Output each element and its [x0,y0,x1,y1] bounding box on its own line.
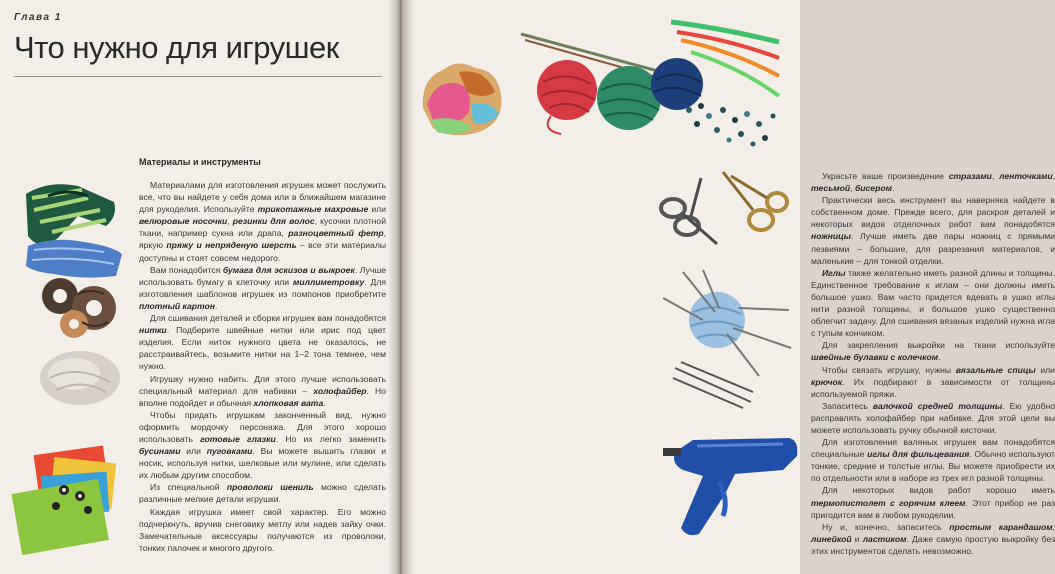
paragraph-text: , [850,183,855,194]
paragraph-text: Чтобы связать игрушку, нужны [822,364,956,375]
felting-wool-photo [413,48,509,140]
section-heading: Материалы и инструменты [139,157,261,167]
paragraph-text: , [1052,171,1055,181]
highlighted-term: готовые глазки [200,433,276,444]
paragraph-text: . [215,300,218,311]
paragraph-text: Материалами для изготовления игрушек может послужить все, что вы найдете у себя дома или в ближайшем магазине для рукоделия. Используйте [139,180,386,215]
highlighted-term: бумага для эскизов и выкроек [222,264,355,275]
highlighted-term: ножницы [811,231,851,242]
highlighted-term: стразами [948,171,992,181]
body-paragraph [811,436,1055,484]
highlighted-term: трикотажные махровые [257,204,369,215]
paragraph-text: Чтобы придать игрушкам законченный вид, нужно оформить мордочку персонажа. Для этого хорошо использовать [139,409,386,444]
paragraph-text: Для закрепления выкройки на ткани используйте [822,340,1055,351]
paragraph-text: . Их подбирают в зависимости от толщины используемой пряжи. [811,376,1055,399]
paragraph-text: или [1035,364,1055,375]
paragraph-text: Каждая игрушка имеет свой характер. Его можно подчеркнуть, вручив снеговику метлу или надев зайку очки. Замечательные аксессуары получаются из проволоки, тонких палочек и многого другого. [139,506,386,553]
paragraph-text: , [227,216,233,227]
highlighted-term: линейкой [811,533,852,544]
paragraph-text: или [368,204,386,215]
felt-and-eyes-photo [12,446,128,554]
body-paragraph [139,506,386,554]
highlighted-term: термопистолет с горячим клеем [811,497,966,508]
paragraph-text: . Вы можете вышить глазки и носик, используя нитки, шелковые или мулине, или сделать их любым другим способом. [139,446,387,481]
highlighted-term: велюровые носочки [139,216,228,227]
paragraph-text: . Для изготовления шаблонов игрушек из помпонов приобретите [139,276,387,299]
paragraph-text: также желательно иметь разной длины и толщины. Единственное требование к иглам – они должны иметь большое ушко. Вам часто придется вдевать в ушко иглы нити разной толщины, и большое ушко существенно облегчит задачу. Для сшивания вязаных изделий нужна игла с тупым кончиком. [811,267,1055,339]
highlighted-term: разноцветный фетр [288,228,384,239]
highlighted-term: ленточками [999,171,1053,181]
highlighted-term: пряжу и непряденую шерсть [166,240,297,251]
paragraph-text: , кусочки плотной ткани, например сукна или драпа, [139,216,386,239]
paragraph-text: . Но их легко заменить [275,433,386,444]
paragraph-text: Практически весь инструмент вы наверняка найдете в собственном доме. Прежде всего, для раскроя деталей и некоторых видов отделочных работ вам понадобятся [811,195,1055,230]
paragraph-text: . Обычно используют тонкие, средние и толстые иглы. Вы можете приобрести их по отдельности или в наборе из трех игл разной толщины. [811,449,1055,484]
scissors-photo [657,168,797,248]
highlighted-term: крючок [811,376,843,387]
paragraph-text: . [323,397,326,408]
body-paragraph [811,364,1055,400]
highlighted-term: бусинами [139,446,181,457]
chapter-label: Глава 1 [14,12,62,23]
right-page [401,0,1055,574]
paragraph-text: . Но вполне подойдет и обычная [139,385,386,408]
body-paragraph [811,170,1055,194]
paragraph-text: или [180,446,207,457]
paragraph-text: . Лучше использовать бумагу в клеточку или [139,264,386,287]
body-paragraph [139,481,386,505]
highlighted-term: нитки [139,325,167,336]
felting-needles-photo [671,360,755,410]
highlighted-term: бисером [854,183,892,194]
body-paragraph [139,373,386,409]
body-paragraph [139,312,386,372]
beads-rhinestones-photo [679,100,779,148]
highlighted-term: иглы для фильцевания [867,449,970,460]
body-paragraph [811,400,1055,436]
body-paragraph [811,484,1055,520]
paragraph-text: . Подберите швейные нитки или ирис под цвет изделия. Если ниток нужного цвета не оказалось, не расстраивайтесь, возьмите нитки на 1–2 тона темнее, чем нужно. [139,325,386,372]
paragraph-text: , [991,171,1000,181]
paragraph-text: . [938,352,941,363]
title-divider [14,76,382,77]
paragraph-text: , [1052,521,1055,532]
highlighted-term: проволоки шениль [226,482,314,493]
body-paragraph [811,194,1055,267]
left-page [0,0,398,574]
highlighted-term: резинки для волос [232,216,315,227]
paragraph-text: Украсьте ваше произведение [822,171,949,181]
paragraph-text: Запаситесь [822,400,873,411]
paragraph-text: можно сделать различные мелкие детали игрушки. [139,482,386,505]
paragraph-text: . Даже самую простую выкройку без этих инструментов сделать невозможно. [811,533,1055,556]
highlighted-term: вязальные спицы [955,364,1036,375]
body-paragraph [811,267,1055,340]
body-paragraph [139,264,386,312]
highlighted-term: простым карандашом [949,521,1053,532]
page-title: Что нужно для игрушек [14,30,339,65]
highlighted-term: ластиком [862,533,907,544]
paragraph-text: Ну и, конечно, запаситесь [822,521,950,532]
body-paragraph [139,409,386,482]
paragraph-text: – все эти материалы доступны и стоят совсем недорого. [139,240,387,263]
paragraph-text: Из специальной [150,482,227,493]
highlighted-term: пуговками [206,446,253,457]
highlighted-term: миллиметровку [292,276,365,287]
highlighted-term: Иглы [822,267,846,278]
highlighted-term: тесьмой [811,183,851,194]
paragraph-text: . Этот прибор не раз пригодится вам в любом рукоделии. [811,497,1055,520]
paragraph-text: и [851,533,863,544]
book-gutter [388,0,414,574]
paragraph-text: , яркую [139,228,387,251]
body-paragraph [811,521,1055,557]
glue-gun-photo [663,430,800,540]
paragraph-text: Игрушку нужно набить. Для этого лучше использовать специальный материал для набивки – [139,373,386,396]
wool-fleece-photo [36,348,124,408]
paragraph-text: Для некоторых видов работ хорошо иметь [822,485,1055,496]
hair-scrunchies-photo [34,274,128,340]
highlighted-term: плотный картон [139,300,215,311]
highlighted-term: хлопковая вата [253,397,324,408]
highlighted-term: валочкой средней толщины [872,400,1003,411]
paragraph-text: . Ею удобно расправлять холофайбер при набивке. Для этой цели вы можете использовать ручку обычной кисточки. [811,400,1055,435]
highlighted-term: швейные булавки с колечком [811,352,939,363]
paragraph-text: Для сшивания деталей и сборки игрушек вам понадобятся [150,313,386,324]
paragraph-text: Вам понадобится [150,264,223,275]
right-text-column [811,170,1055,557]
highlighted-term: холофайбер [313,385,367,396]
body-paragraph [811,339,1055,363]
body-paragraph [139,179,386,264]
paragraph-text: . [891,183,895,194]
paragraph-text: . Лучше иметь две пары ножниц с прямыми лезвиями – большие, для разрезания материалов, и маленькие – для тонкой отделки. [811,231,1055,266]
left-text-column [139,179,386,554]
paragraph-text: Для изготовления валяных игрушек вам понадобятся специальные [811,437,1055,460]
